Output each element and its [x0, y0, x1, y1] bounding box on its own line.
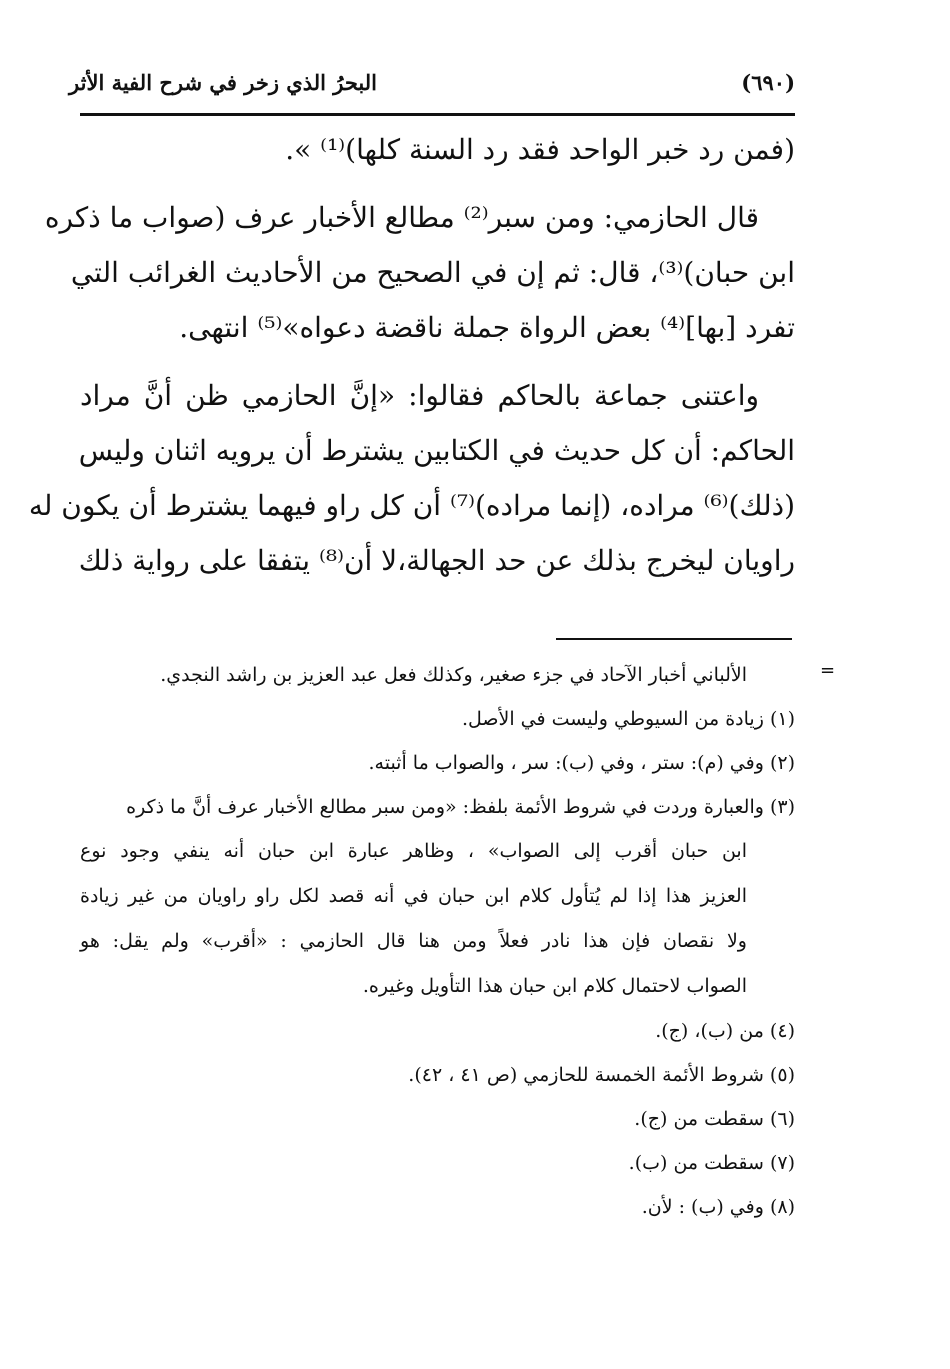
footnote-5: (٥) شروط الأئمة الخمسة للحازمي (ص ٤١ ، ٤٢).	[408, 1064, 795, 1086]
footnote-8: (٨) وفي (ب) : لأن.	[641, 1196, 795, 1218]
body-line: ابن حبان)⁽³⁾، قال: ثم إن في الصحيح من الأحاديث الغرائب التي	[70, 256, 795, 289]
main-text	[28, 122, 795, 588]
footnote-7: (٧) سقطت من (ب).	[628, 1152, 795, 1174]
continuation-mark: =	[820, 660, 836, 681]
book-title: البحرُ الذي زخر في شرح الفية الأثر	[69, 70, 377, 95]
footnote-1: (١) زيادة من السيوطي وليست في الأصل.	[461, 708, 795, 730]
running-header	[69, 60, 795, 110]
body-line: راويان ليخرج بذلك عن حد الجهالة،لا أن⁽⁸⁾ يتفقا على رواية ذلك	[78, 544, 795, 577]
footnote-6: (٦) سقطت من (ج).	[634, 1108, 795, 1130]
footnote-continuation: الألباني أخبار الآحاد في جزء صغير، وكذلك فعل عبد العزيز بن راشد النجدي.	[160, 664, 747, 686]
body-line: قال الحازمي: ومن سبر⁽²⁾ مطالع الأخبار عرف (صواب ما ذكره	[44, 201, 759, 234]
footnote-3-line: ابن حبان أقرب إلى الصواب» ، وظاهر عبارة ابن حبان أنه ينفي وجود نوع	[80, 840, 747, 862]
footnote-4: (٤) من (ب)، (ج).	[655, 1020, 795, 1042]
footnote-3-line: العزيز هذا إذا لم يُتأول كلام ابن حبان في أنه قصد لكل راو راويان من غير زيادة	[80, 885, 747, 907]
footnote-3: (٣) والعبارة وردت في شروط الأئمة بلفظ: «ومن سبر مطالع الأخبار عرف أنَّ ما ذكره	[126, 796, 795, 818]
page-number: (٦٩٠)	[741, 70, 795, 95]
footnote-2: (٢) وفي (م): ستر ، وفي (ب): سر ، والصواب ما أثبته.	[368, 752, 795, 774]
header-rule	[80, 113, 795, 116]
body-line: (ذلك)⁽⁶⁾ مراده، (إنما مراده)⁽⁷⁾ أن كل راو فيهما يشترط أن يكون له	[28, 489, 795, 522]
footnote-separator	[556, 638, 792, 640]
footnotes	[80, 653, 795, 1229]
footnote-3-line: الصواب لاحتمال كلام ابن حبان هذا التأويل وغيره.	[362, 975, 747, 997]
body-line: الحاكم: أن كل حديث في الكتابين يشترط أن يرويه اثنان وليس	[78, 434, 795, 467]
body-line: (فمن رد خبر الواحد فقد رد السنة كلها)⁽¹⁾ ».	[285, 133, 795, 166]
body-line: واعتنى جماعة بالحاكم فقالوا: «إنَّ الحازمي ظن أنَّ مراد	[80, 379, 759, 412]
footnote-3-line: ولا نقصان فإن هذا نادر فعلاً ومن هنا قال الحازمي : «أقرب» ولم يقل: هو	[80, 930, 747, 952]
body-line: تفرد [بها]⁽⁴⁾ بعض الرواة جملة ناقضة دعواه»⁽⁵⁾ انتهى.	[179, 311, 795, 344]
